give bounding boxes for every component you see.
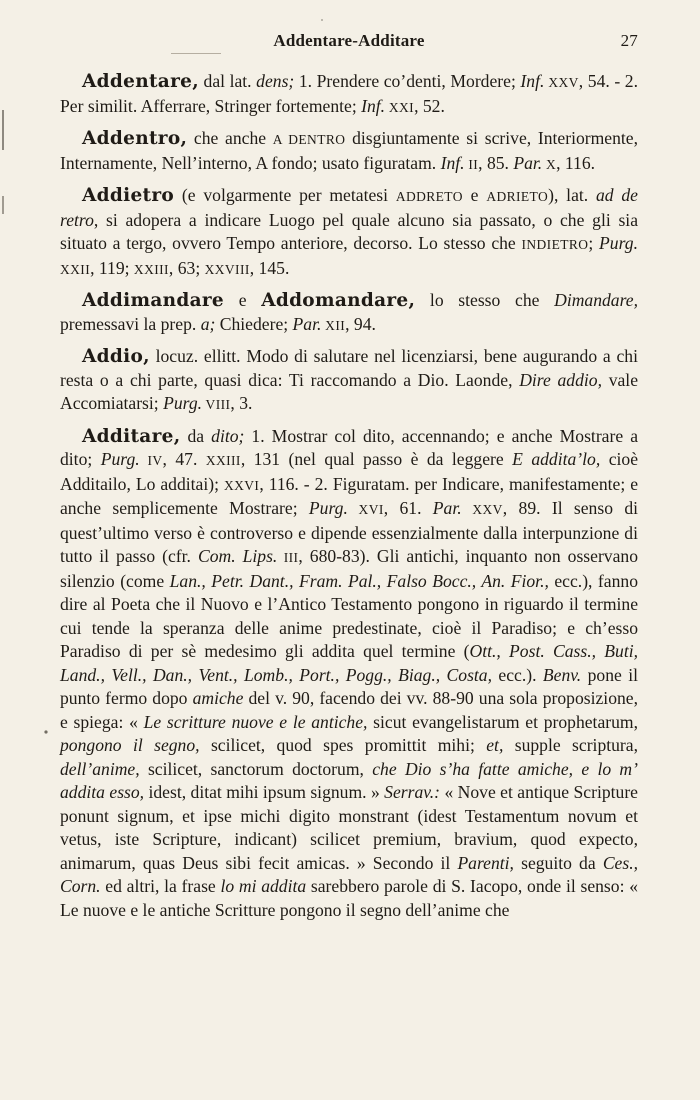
entry-text: , 54. - 2. Per similit. Afferrare, Stringer fortemente; [60, 71, 638, 116]
italic-text: ad de retro [60, 185, 638, 230]
dictionary-entry [60, 70, 638, 119]
italic-text: dell’anime, [60, 758, 140, 779]
entry-text: idest, ditat mihi ipsum signum. » [144, 782, 385, 802]
entry-text: sicut evangelistarum et prophetarum, [367, 711, 638, 732]
small-caps-ref: XXI [385, 99, 415, 115]
italic-text: Le scritture nuove e le antiche, [143, 711, 368, 732]
entry-text: , 116. - 2. Figuratam. per Indicare, manifestamente; e anche semplicemente Mostrare; [60, 473, 639, 518]
entry-text: dal lat. [198, 71, 257, 91]
italic-text: pongono il segno, [60, 735, 200, 755]
small-caps-ref: XXIII [205, 453, 241, 468]
small-caps-ref: ADDRETO [395, 189, 463, 204]
italic-text: Par. [513, 152, 543, 173]
italic-text: che Dio s’ha fatte amiche, e lo m’ addita esso, [60, 758, 638, 802]
italic-text: Purg. [599, 233, 638, 253]
entry-text: seguito da [513, 852, 603, 873]
entry-text: ecc.), fanno dire al Poeta che il Nuovo e l’Antico Testamento pongono in riguardo il termine cui tende la speranza delle anime predestinate, cioè il Paradiso; e ch’esso Paradiso di per sè medesimo gli addita quel termine ( [60, 570, 638, 661]
entry-text: , 85. [478, 152, 514, 173]
entry-text: da [180, 425, 212, 446]
italic-text: Parenti, [457, 852, 514, 873]
italic-text: Dimandare, [554, 290, 638, 310]
entry-text: del v. 90, facendo dei vv. 88-90 una sola proposizione, e spiega: « [60, 688, 638, 732]
entry-text: pone il punto fermo dopo [60, 664, 638, 708]
entry-text: ed altri, la frase [100, 876, 221, 896]
small-caps-ref: XVI [347, 502, 384, 517]
page-number: 27 [620, 31, 638, 50]
entry-text: , 63; [168, 257, 205, 278]
italic-text: Inf. [520, 71, 545, 91]
header-rule [171, 53, 221, 54]
entry-text: vale Accomiatarsi; [60, 369, 639, 413]
entry-text: 1. Prendere co’denti, Mordere; [294, 71, 521, 91]
italic-text: Ott., Post. Cass., Buti, Land., Vell., Dan., Vent., Lomb., Port., Pogg., Biag., Costa, [60, 641, 638, 685]
small-caps-ref: A DENTRO [272, 132, 346, 147]
entry-text: che anche [187, 128, 273, 148]
entry-text: e [224, 290, 262, 310]
italic-text: lo mi addita [220, 876, 307, 896]
small-caps-ref: XII [321, 317, 346, 333]
italic-text: Par. [292, 313, 322, 334]
entry-text: , 680-83). Gli antichi, inquanto non osservano silenzio (come [60, 546, 639, 591]
dictionary-entry [60, 289, 638, 337]
italic-text: Benv. [542, 664, 582, 685]
italic-text: et, [486, 735, 504, 755]
headword: Addentare, [82, 71, 199, 92]
headword: Additare, [82, 425, 181, 447]
running-head [60, 31, 638, 53]
entry-text: , 61. [383, 498, 433, 518]
small-caps-ref: XXVI [223, 477, 260, 493]
entry-text: cioè Additailo, Lo additai); [60, 449, 639, 494]
entry-text: Chiedere; [215, 313, 293, 334]
entry-text: , 119; [90, 257, 134, 278]
small-caps-ref: VIII [202, 397, 231, 412]
small-caps-ref: INDIETRO [521, 237, 589, 252]
entry-text: « Nove et antique Scripture ponunt signum, et ipse michi digito monstrant (idest Testamentum novum et vetus, iste Scripture, indicant) scilicet premium, bravium, quod expecto, animarum, quas Deus sibi fecit amicas. » Secondo il [60, 782, 638, 873]
entry-text: supple scriptura, [503, 735, 638, 755]
entry-text: , 47. [162, 449, 206, 469]
italic-text: Inf. [361, 95, 386, 116]
italic-text: Purg. [100, 449, 140, 469]
small-caps-ref: X [542, 156, 557, 172]
small-caps-ref: ADRIETO [486, 189, 549, 204]
italic-text: a; [200, 313, 216, 334]
dictionary-entry [60, 345, 638, 417]
entry-text: 1. Mostrar col dito, accennando; e anche Mostrare a dito; [60, 425, 639, 469]
italic-text: Par. [432, 498, 462, 518]
entry-text: , 94. [345, 313, 376, 334]
entry-text: , si adopera a indicare Luogo pel quale alcuno sia passato, o che gli sia situato a tergo, ovvero Tempo anteriore, decorso. Lo stesso che [60, 209, 638, 253]
entry-text: scilicet, sanctorum doctorum, [139, 758, 373, 779]
italic-text: Lan., Petr. Dant., Fram. Pal., Falso Bocc., An. Fior., [169, 570, 549, 591]
italic-text: E addita’lo, [512, 449, 601, 469]
entry-text: sarebbero parole di S. Iacopo, onde il senso: « Le nuove e le antiche Scritture pongono il segno dell’anime che [60, 876, 638, 920]
entry-text: ), lat. [548, 185, 596, 205]
entry-text: , 89. Il senso di quest’ultimo verso è controverso e dipende essenzialmente dalla interpunzione di tutto il passo (cfr. [60, 498, 639, 566]
headword: Addentro, [82, 128, 188, 149]
headword: Addimandare [82, 290, 225, 311]
small-caps-ref: IV [139, 453, 163, 468]
small-caps-ref: XXIII [133, 261, 169, 277]
italic-text: Purg. [163, 393, 203, 413]
small-caps-ref: II [464, 156, 479, 172]
small-caps-ref: XXII [60, 261, 91, 277]
small-caps-ref: III [277, 550, 299, 565]
italic-text: dens; [256, 71, 295, 91]
italic-text: amiche [192, 688, 244, 708]
running-title: Addentare-Additare [273, 31, 425, 50]
small-caps-ref: XXV [544, 75, 579, 90]
entry-text: , 131 (nel qual passo è da leggere [240, 449, 513, 469]
entry-text: lo stesso che [415, 290, 555, 310]
italic-text: Ces., Corn. [60, 852, 638, 896]
entry-text: premessavi la prep. [60, 313, 201, 334]
small-caps-ref: XXV [461, 502, 503, 517]
small-caps-ref: XXVIII [204, 261, 250, 277]
entry-text: disgiuntamente si scrive, Interiormente, Internamente, Nell’interno, A fondo; usato figuratam. [60, 128, 638, 173]
entry-text: (e volgarmente per metatesi [174, 185, 396, 205]
entry-text: locuz. ellitt. Modo di salutare nel licenziarsi, bene augurando a chi resta o a chi parte, quasi dica: Ti raccomando a Dio. Laonde, [60, 346, 638, 390]
headword: Addietro [82, 185, 175, 206]
entry-text: , 52. [414, 95, 445, 116]
italic-text: Purg. [308, 498, 348, 518]
italic-text: Dire addio, [519, 369, 602, 390]
entry-text: e [462, 185, 487, 205]
italic-text: Serrav.: [384, 782, 441, 802]
entry-text: , 3. [230, 393, 253, 413]
italic-text: Com. Lips. [197, 546, 278, 566]
entry-text: scilicet, quod spes promittit mihi; [199, 735, 487, 755]
headword: Addio, [82, 346, 150, 367]
italic-text: dito; [211, 425, 245, 446]
entry-text: ; [588, 233, 600, 253]
entry-text: , 145. [249, 257, 290, 278]
entry-text: ecc.). [492, 664, 543, 685]
dictionary-entry [60, 184, 638, 281]
dictionary-entry [60, 425, 638, 923]
dictionary-entry [60, 127, 638, 176]
headword-variant: Addomandare, [261, 290, 416, 311]
entry-text: , 116. [556, 152, 596, 173]
italic-text: Inf. [440, 152, 465, 173]
entries-body [60, 70, 638, 930]
